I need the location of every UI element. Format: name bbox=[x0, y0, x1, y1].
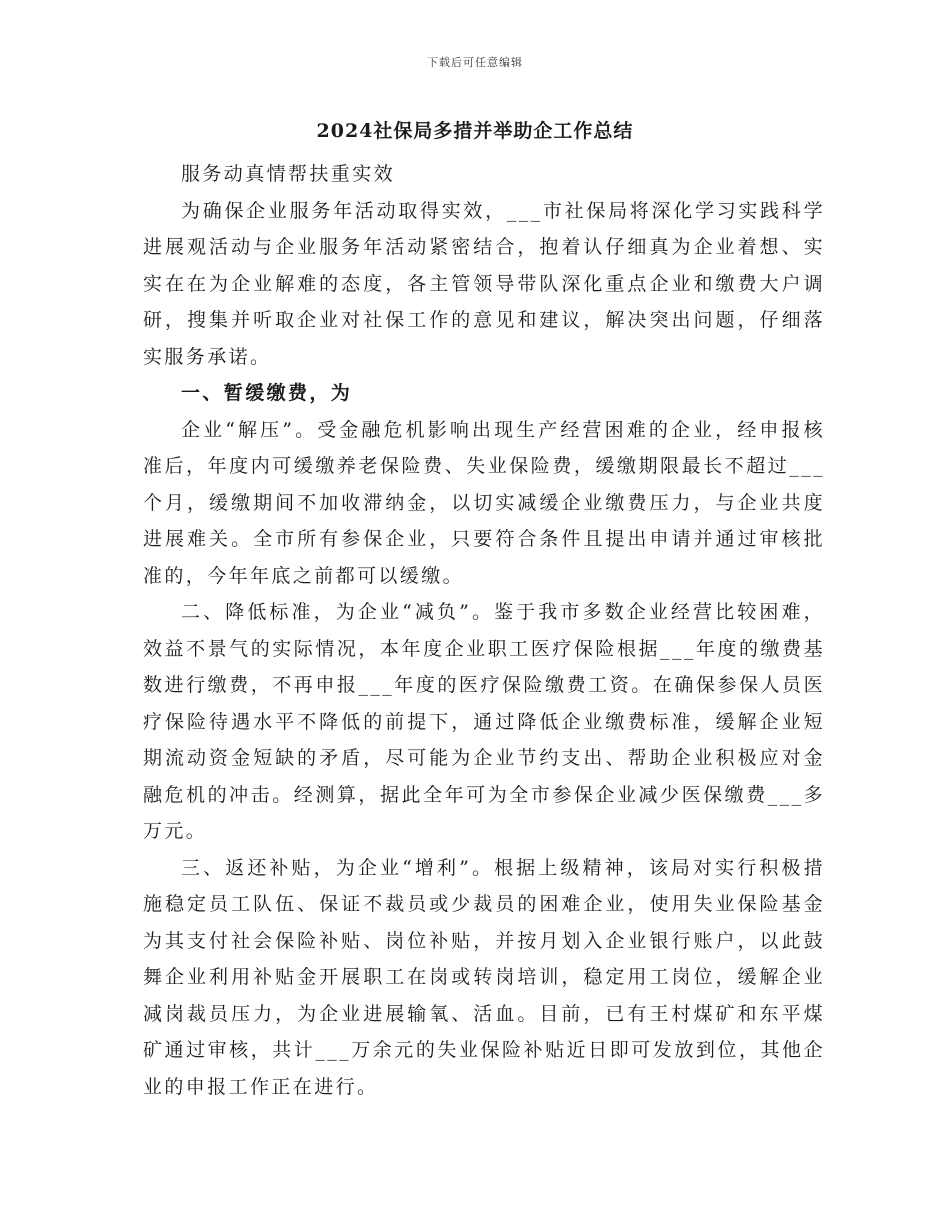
page-header-note: 下载后可任意编辑 bbox=[427, 56, 523, 69]
paragraph-section-2: 二、降低标准，为企业“减负”。鉴于我市多数企业经营比较困难，效益不景气的实际情况，本年度企业职工医疗保险根据___年度的缴费基数进行缴费，不再申报___年度的医疗保险缴费工资。在确保参保人员医疗保险待遇水平不降低的前提下，通过降低企业缴费标准，缓解企业短期流动资金短缺的矛盾，尽可能为企业节约支出、帮助企业积极应对金融危机的冲击。经测算，据此全年可为全市参保企业减少医保缴费___多万元。 bbox=[143, 601, 825, 842]
paragraph-intro: 为确保企业服务年活动取得实效，___市社保局将深化学习实践科学进展观活动与企业服务年活动紧密结合，抱着认仔细真为企业着想、实实在在为企业解难的态度，各主管领导带队深化重点企业和缴费大户调研，搜集并听取企业对社保工作的意见和建议，解决突出问题，仔细落实服务承诺。 bbox=[143, 199, 825, 368]
section-heading-1: 一、暂缓缴费，为 bbox=[181, 382, 353, 404]
paragraph-section-3: 三、返还补贴，为企业“增利”。根据上级精神，该局对实行积极措施稳定员工队伍、保证不裁员或少裁员的困难企业，使用失业保险基金为其支付社会保险补贴、岗位补贴，并按月划入企业银行账户，以此鼓舞企业利用补贴金开展职工在岗或转岗培训，稳定用工岗位，缓解企业减岗裁员压力，为企业进展输氧、活血。目前，已有王村煤矿和东平煤矿通过审核，共计___万余元的失业保险补贴近日即可发放到位，其他企业的申报工作正在进行。 bbox=[143, 856, 825, 1098]
paragraph-subtitle: 服务动真情帮扶重实效 bbox=[181, 163, 396, 185]
paragraph-section-1: 企业“解压”。受金融危机影响出现生产经营困难的企业，经申报核准后，年度内可缓缴养老保险费、失业保险费，缓缴期限最长不超过___个月，缓缴期间不加收滞纳金，以切实减缓企业缴费压力，与企业共度进展难关。全市所有参保企业，只要符合条件且提出申请并通过审核批准的，今年年底之前都可以缓缴。 bbox=[143, 418, 825, 587]
document-title: 2024社保局多措并举助企工作总结 bbox=[316, 120, 634, 142]
document-body bbox=[143, 156, 825, 1105]
